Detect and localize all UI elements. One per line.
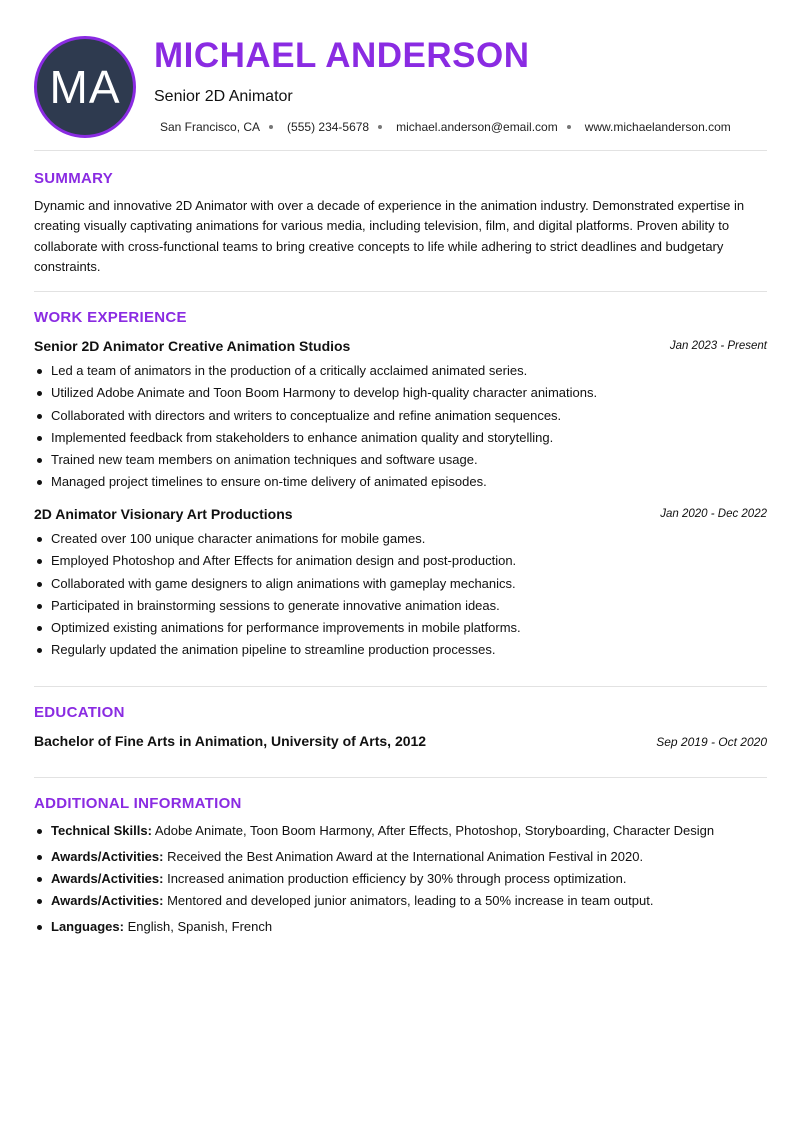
separator-dot [567, 125, 571, 129]
item-label: Awards/Activities: [51, 849, 164, 864]
list-item: Participated in brainstorming sessions to generate innovative animation ideas. [34, 597, 767, 619]
item-label: Languages: [51, 919, 124, 934]
job-header [34, 338, 767, 356]
job-bullets [34, 530, 767, 664]
list-item: Trained new team members on animation techniques and software usage. [34, 451, 767, 473]
job-header [34, 506, 767, 524]
candidate-name: MICHAEL ANDERSON [154, 36, 530, 75]
job-bullets [34, 362, 767, 496]
summary-heading: SUMMARY [34, 170, 114, 187]
item-text: Received the Best Animation Award at the International Animation Festival in 2020. [163, 849, 644, 864]
contact-website[interactable]: www.michaelanderson.com [584, 120, 731, 134]
contact-phone: (555) 234-5678 [287, 120, 370, 134]
job-title: Senior 2D Animator Creative Animation Studios [34, 338, 351, 354]
list-item: Managed project timelines to ensure on-time delivery of animated episodes. [34, 473, 767, 495]
summary-text: Dynamic and innovative 2D Animator with over a decade of experience in the animation industry. Demonstrated expertise in creating visually captivating animations for various media, including television, film, and digital platforms. Proven ability to collaborate with cross-functional teams to bring creative concepts to life while adhering to strict deadlines and budgetary constraints. [34, 198, 745, 274]
avatar-initials: MA [49, 61, 121, 113]
education-date: Sep 2019 - Oct 2020 [656, 735, 767, 749]
item-label: Awards/Activities: [51, 893, 164, 908]
additional-heading: ADDITIONAL INFORMATION [34, 795, 242, 812]
contact-info [160, 120, 731, 134]
list-item: Collaborated with directors and writers to conceptualize and refine animation sequences. [34, 407, 767, 429]
education-degree: Bachelor of Fine Arts in Animation, University of Arts, 2012 [34, 733, 427, 749]
item-label: Awards/Activities: [51, 871, 164, 886]
list-item: Led a team of animators in the production of a critically acclaimed animated series. [34, 362, 767, 384]
list-item: Created over 100 unique character animations for mobile games. [34, 530, 767, 552]
job-date: Jan 2020 - Dec 2022 [660, 508, 767, 520]
list-item [34, 870, 767, 892]
experience-heading: WORK EXPERIENCE [34, 309, 187, 326]
list-item [34, 848, 767, 870]
list-item: Implemented feedback from stakeholders to enhance animation quality and storytelling. [34, 429, 767, 451]
list-item [34, 892, 767, 918]
item-text: English, Spanish, French [123, 919, 273, 934]
list-item [34, 918, 767, 940]
divider [34, 150, 767, 151]
job-date: Jan 2023 - Present [669, 340, 767, 352]
additional-list [34, 822, 767, 940]
item-text: Adobe Animate, Toon Boom Harmony, After Effects, Photoshop, Storyboarding, Character Design [151, 823, 715, 838]
list-item: Employed Photoshop and After Effects for animation design and post-production. [34, 552, 767, 574]
list-item: Utilized Adobe Animate and Toon Boom Harmony to develop high-quality character animations. [34, 384, 767, 406]
list-item: Collaborated with game designers to align animations with gameplay mechanics. [34, 575, 767, 597]
list-item [34, 822, 767, 848]
contact-location: San Francisco, CA [160, 120, 261, 134]
divider [34, 686, 767, 687]
job-title: 2D Animator Visionary Art Productions [34, 506, 293, 522]
avatar [34, 36, 136, 138]
item-label: Technical Skills: [51, 823, 152, 838]
education-heading: EDUCATION [34, 704, 125, 721]
separator-dot [269, 125, 273, 129]
list-item: Optimized existing animations for performance improvements in mobile platforms. [34, 619, 767, 641]
contact-email[interactable]: michael.anderson@email.com [396, 120, 558, 134]
item-text: Mentored and developed junior animators, leading to a 50% increase in team output. [163, 893, 654, 908]
separator-dot [378, 125, 382, 129]
job-role: Senior 2D Animator [154, 88, 293, 105]
list-item: Regularly updated the animation pipeline to streamline production processes. [34, 641, 767, 663]
divider [34, 777, 767, 778]
divider [34, 291, 767, 292]
item-text: Increased animation production efficiency by 30% through process optimization. [163, 871, 627, 886]
